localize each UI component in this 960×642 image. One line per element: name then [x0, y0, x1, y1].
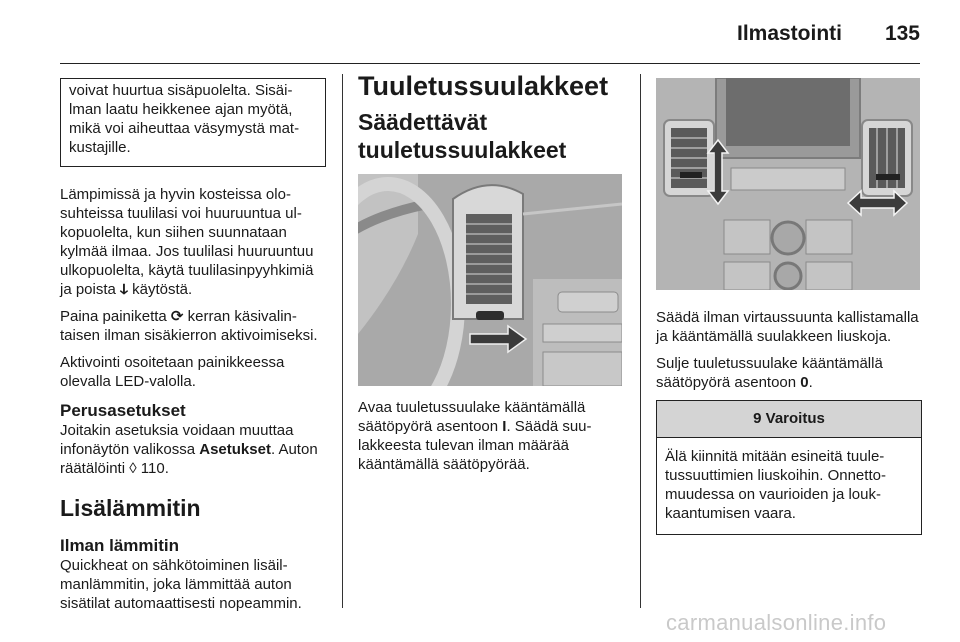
- paragraph-close-vent: Sulje tuuletussuulake kääntämällä säätöpyörä asentoon 0.: [656, 355, 883, 391]
- warning-title: Varoitus: [765, 410, 825, 427]
- warning-box: [656, 400, 922, 535]
- page-header: [60, 14, 920, 64]
- paragraph-recirculation: Paina painiketta ⟳ kerran käsivalintaisen ilman sisäkierron aktivoimiseksi.: [60, 308, 318, 344]
- vent-thumbwheel-illustration: [358, 174, 622, 386]
- position-open: I: [502, 418, 507, 435]
- continued-note-box: [60, 78, 326, 167]
- settings-menu-name: Asetukset: [199, 441, 271, 458]
- page-reference: 110.: [136, 460, 169, 477]
- paragraph-open-vent: Avaa tuuletussuulake kääntämällä säätöpyörä asentoon I. Säädä suulakkeesta tulevan ilman määrää kääntämällä säätöpyörää.: [358, 399, 592, 473]
- warning-icon: 9: [753, 410, 762, 427]
- recirculation-icon: ⟳: [170, 308, 184, 325]
- warning-header: [657, 401, 921, 438]
- subheading-adjustable-vents: Säädettävät tuuletussuulakkeet: [358, 109, 567, 163]
- column-1: [60, 78, 326, 621]
- center-console-illustration: [656, 78, 920, 290]
- column-3: [656, 78, 922, 535]
- position-closed: 0: [800, 374, 809, 391]
- paragraph-windshield-fog: Lämpimissä ja hyvin kosteissa olosuhteissa tuulilasi voi huuruuntua ulkopuolelta, kun siihen suunnataan kylmää ilmaa. Jos tuulilasi huuruuntuu ulkopuolelta, käytä tuulilasinpyyhkimiä ja poista ↆ käytöstä.: [60, 186, 314, 298]
- wiper-icon: ↆ: [120, 281, 128, 298]
- column-2: [358, 71, 622, 482]
- paragraph-led: Aktivointi osoitetaan painikkeessa olevalla LED-valolla.: [60, 354, 285, 390]
- column-divider-2: [640, 74, 641, 608]
- subheading-basic-settings: Perusasetukset: [60, 401, 186, 420]
- page-number: 135: [884, 22, 920, 45]
- note-text: voivat huurtua sisäpuolelta. Sisäilman laatu heikkenee ajan myötä, mikä voi aiheuttaa väsymystä matkustajille.: [69, 82, 300, 156]
- heading-air-vents: Tuuletussuulakkeet: [358, 71, 609, 101]
- dashboard-vent-illustration: [358, 174, 622, 386]
- heading-auxiliary-heater: Lisälämmitin: [60, 495, 201, 521]
- subheading-air-heater: Ilman lämmitin: [60, 536, 180, 555]
- vent-direction-illustration: [656, 78, 920, 290]
- page-reference-icon: ◊: [129, 460, 137, 477]
- page-title: Ilmastointi: [736, 22, 842, 45]
- column-divider-1: [342, 74, 343, 608]
- paragraph-quickheat: Quickheat on sähkötoiminen lisäilmanlämmitin, joka lämmittää auton sisätilat automaattisesti nopeammin.: [60, 557, 302, 612]
- paragraph-air-direction: Säädä ilman virtaussuunta kallistamalla ja kääntämällä suulakkeen liuskoja.: [656, 309, 919, 345]
- warning-body: Älä kiinnitä mitään esineitä tuuletussuuttimien liuskoihin. Onnettomuudessa on vaurioiden ja loukkaantumisen vaara.: [665, 448, 886, 522]
- watermark: carmanualsonline.info: [666, 610, 887, 635]
- paragraph-basic-settings: Joitakin asetuksia voidaan muuttaa infonäytön valikossa Asetukset. Auton räätälöinti ◊ 110.: [60, 422, 318, 477]
